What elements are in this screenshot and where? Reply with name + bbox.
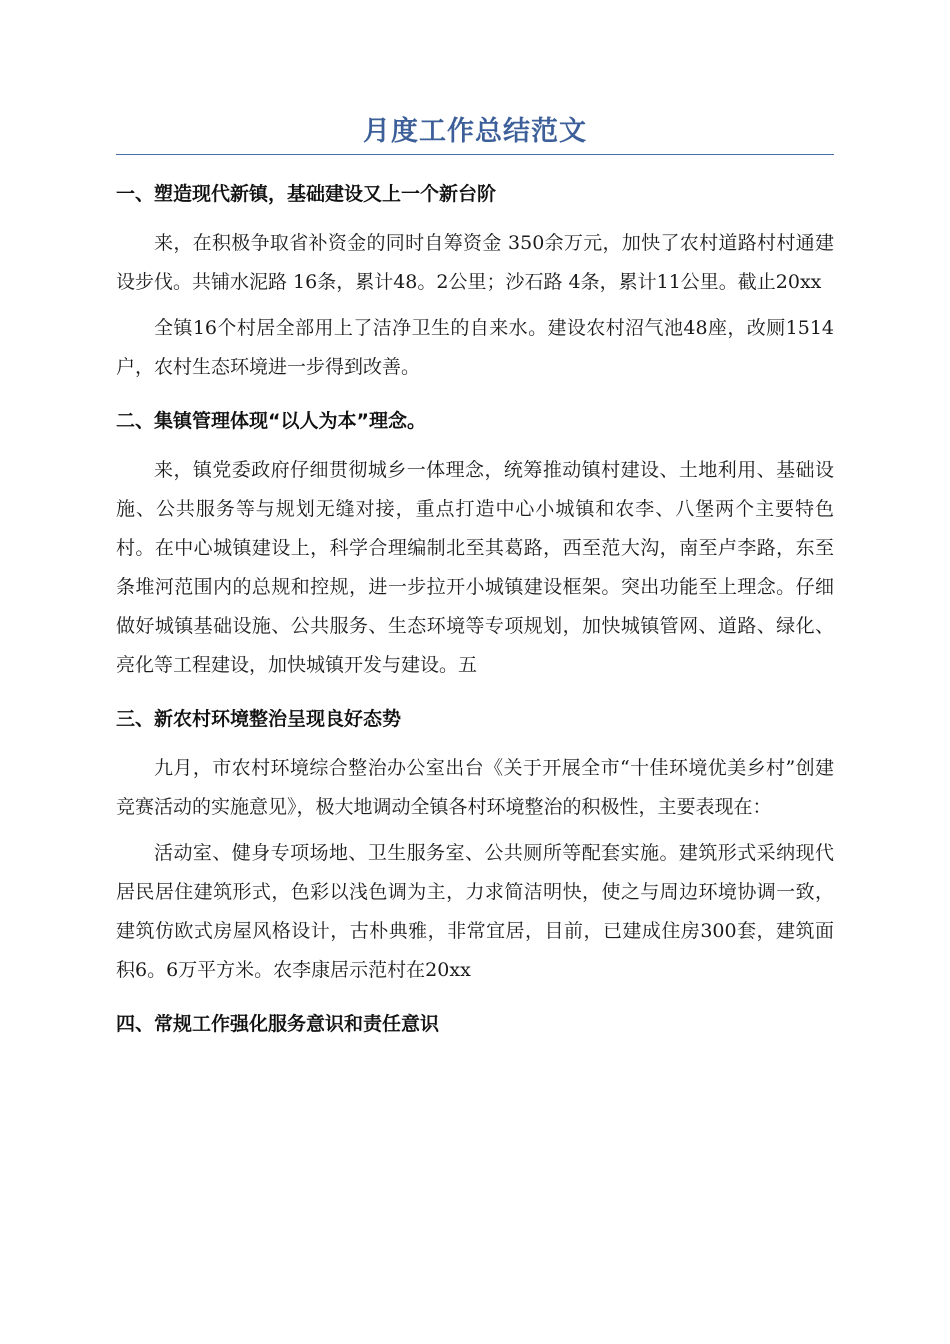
title-underline (116, 154, 834, 155)
section-heading-4: 四、常规工作强化服务意识和责任意识 (116, 1013, 440, 1035)
section-2-paragraph-1: 来，镇党委政府仔细贯彻城乡一体理念，统筹推动镇村建设、土地利用、基础设施、公共服务等与规划无缝对接，重点打造中心小城镇和农李、八堡两个主要特色村。在中心城镇建设上，科学合理编制北至其葛路，西至范大沟，南至卢李路，东至条堆河范围内的总规和控规，进一步拉开小城镇建设框架。突出功能至上理念。仔细做好城镇基础设施、公共服务、生态环境等专项规划，加快城镇管网、道路、绿化、亮化等工程建设，加快城镇开发与建设。五 (116, 459, 834, 676)
section-heading-2: 二、集镇管理体现“以人为本”理念。 (116, 410, 426, 432)
section-1-paragraph-2: 全镇16个村居全部用上了洁净卫生的自来水。建设农村沼气池48座，改厕1514户，农村生态环境进一步得到改善。 (116, 317, 834, 378)
section-1-paragraph-1: 来，在积极争取省补资金的同时自筹资金 350余万元，加快了农村道路村村通建设步伐。共铺水泥路 16条，累计48。2公里；沙石路 4条，累计11公里。截止20xx (116, 232, 834, 293)
section-heading-3: 三、新农村环境整治呈现良好态势 (116, 708, 402, 730)
document-page (116, 112, 834, 1037)
section-3-paragraph-2: 活动室、健身专项场地、卫生服务室、公共厕所等配套实施。建筑形式采纳现代居民居住建筑形式，色彩以浅色调为主，力求简洁明快，使之与周边环境协调一致，建筑仿欧式房屋风格设计，古朴典雅，非常宜居，目前，已建成住房300套，建筑面积6。6万平方米。农李康居示范村在20xx (116, 842, 834, 981)
document-title: 月度工作总结范文 (363, 116, 587, 147)
section-3-paragraph-1: 九月，市农村环境综合整治办公室出台《关于开展全市“十佳环境优美乡村”创建竞赛活动的实施意见》，极大地调动全镇各村环境整治的积极性，主要表现在： (116, 757, 834, 818)
section-heading-1: 一、塑造现代新镇，基础建设又上一个新台阶 (116, 183, 497, 205)
